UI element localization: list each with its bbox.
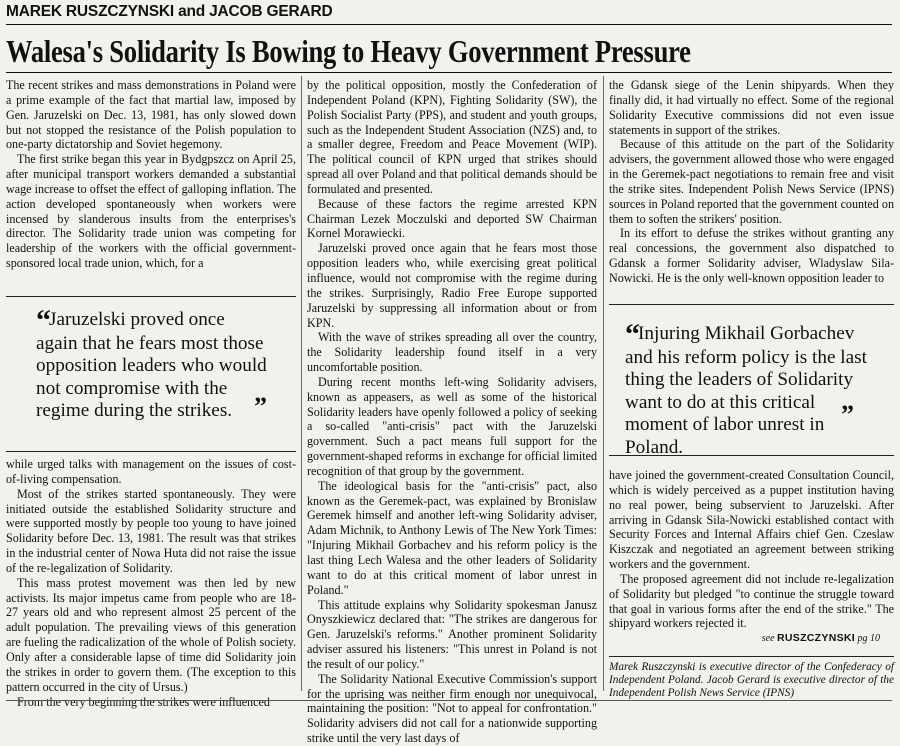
author-bio: Marek Ruszczynski is executive director of the Confederacy of Independent Poland. Jacob Gerard is executive director of the Independent Polish News Service (IPNS) — [609, 656, 894, 700]
paragraph: by the political opposition, mostly the Confederation of Independent Poland (KPN), Fighting Solidarity (SW), the Polish Socialist Party (PPS), and student and youth groups, such as the Independent Student Association (NZS) and, to a smaller degree, Freedom and Peace Movement (WIP). The political council of KPN urged that strikes should spread all over Poland and that political demands should be formulated and presented. — [307, 78, 597, 196]
top-rule — [6, 24, 892, 25]
paragraph: This mass protest movement was then led by new activists. Its major impetus came from people who are 18-27 years old and who represent almost 25 percent of the adult population. The prevailing views of this generation are fueling the radicalization of the whole of Polish society. Only after a considerable lapse of time did Solidarity join the strikes in order to govern them. (The exception to this pattern occurred in the city of Ursus.) — [6, 575, 296, 694]
paragraph: The proposed agreement did not include re-legalization of Solidarity but pledged "to continue the struggle toward that goal in various forms after the end of the strike." The shipyard workers rejected it. — [609, 571, 894, 631]
continued-see: see — [761, 633, 775, 644]
headline: Walesa's Solidarity Is Bowing to Heavy Government Pressure — [6, 33, 691, 69]
paragraph: The recent strikes and mass demonstrations in Poland were a prime example of the fact that martial law, imposed by Gen. Jaruzelski on Dec. 13, 1981, has only slowed down but not stopped the resistance of the Polish population to one-party dictatorship and Soviet hegemony. — [6, 78, 296, 152]
column-divider — [301, 76, 302, 691]
paragraph: The ideological basis for the "anti-crisis" pact, also known as the Geremek-pact, was explained by Bronislaw Geremek himself and another left-wing Solidarity adviser, Adam Michnik, to Anthony Lewis of The New York Times: "Injuring Mikhail Gorbachev and his reform policy is the last thing Lech Walesa and the other leaders of Solidarity want to do at this critical moment of labor unrest in Poland." — [307, 478, 597, 597]
paragraph: During recent months left-wing Solidarity advisers, known as appeasers, as well as some of the historical Solidarity leaders have openly followed a policy of seeking a so-called "anti-crisis" pact with the Jaruzelski government. Such a pact means full support for the government-shaped reforms in exchange for official limited recognition of that group by the government. — [307, 374, 597, 478]
paragraph: Because of these factors the regime arrested KPN Chairman Lezek Moczulski and deported SW Chairman Kornel Morawiecki. — [307, 196, 597, 241]
byline: MAREK RUSZCZYNSKI and JACOB GERARD — [6, 3, 333, 20]
paragraph: From the very beginning the strikes were influenced — [17, 694, 270, 709]
column-1-top — [6, 78, 296, 300]
pull-quote-text: Injuring Mikhail Gorbachev and his reform policy is the last thing the leaders of Solidarity want to do at this critical moment of labor unrest in Poland. — [625, 323, 867, 458]
pull-quote — [609, 304, 894, 456]
open-quote-mark: “ — [625, 318, 638, 351]
pull-quote-rule — [6, 451, 296, 452]
paragraph: the Gdansk siege of the Lenin shipyards. When they finally did, it had virtually no effect. Some of the regional Solidarity Executive commissions did not even issue statements in support of the strikes. — [609, 78, 894, 137]
column-2 — [307, 78, 597, 746]
paragraph: while urged talks with management on the issues of cost-of-living compensation. — [6, 457, 296, 486]
continued-page: pg 10 — [857, 633, 880, 644]
paragraph: Because of this attitude on the part of the Solidarity advisers, the government allowed those who were engaged in the Geremek-pact negotiations to remain free and visit the strike sites. Independent Polish News Service (IPNS) sources in Poland reported that the government counted on them to soften the strikers' position. — [609, 137, 894, 226]
close-quote-mark: ” — [254, 392, 267, 421]
pull-quote-text: Jaruzelski proved once again that he fears most those opposition leaders who would not compromise with the regime during the strikes. — [36, 309, 267, 421]
pull-quote-body — [6, 297, 296, 423]
column-3-bottom — [609, 468, 894, 631]
pull-quote-rule — [609, 455, 894, 456]
column-divider — [603, 76, 604, 691]
paragraph: This attitude explains why Solidarity spokesman Janusz Onyszkiewicz declared that: "The strikes are dangerous for Gen. Jaruzelski's reforms." Another prominent Solidarity adviser assured his listeners: "This unrest in Poland is not the result of our policy." — [307, 597, 597, 671]
headline-rule — [6, 72, 892, 73]
pull-quote-body — [609, 305, 894, 459]
column-3-top — [609, 78, 894, 300]
bottom-rule — [6, 700, 892, 701]
paragraph: Jaruzelski proved once again that he fears most those opposition leaders who, while exercising great political influence, would not compromise with the regime during the strikes. Surprisingly, Radio Free Europe supported Jaruzelski by suppressing all information about or from KPN. — [307, 241, 597, 330]
paragraph: Most of the strikes started spontaneously. They were initiated outside the established Solidarity structure and were supported mostly by people too young to have joined Solidarity before Dec. 13, 1981. The result was that strikes in the industrial center of Nowa Huta did not raise the issue of the re-legalization of Solidarity. — [6, 486, 296, 575]
column-1-bottom — [6, 457, 296, 709]
close-quote-mark: ” — [841, 400, 854, 429]
pull-quote — [6, 296, 296, 452]
paragraph: The first strike began this year in Bydgpszcz on April 25, after municipal transport workers demanded a substantial wage increase to offset the effect of galloping inflation. The action developed spontaneously when workers were incensed by slanderous insults from the enterprises's director. The Solidarity trade union was competing for leadership of the workers with the official government-sponsored local trade union, which, for a — [6, 152, 296, 271]
continued-reference — [762, 632, 880, 644]
paragraph: have joined the government-created Consultation Council, which is widely perceived as a puppet institution having no real power, being subservient to Jaruzelski. After arriving in Gdansk Sila-Nowicki established contact with Security Forces and Internal Affairs chief Gen. Czeslaw Kiszczak and negotiated an agreement between striking workers and the government. — [609, 468, 894, 572]
continued-name: RUSZCZYNSKI — [777, 632, 855, 644]
paragraph: With the wave of strikes spreading all over the country, the Solidarity leadership found itself in a very uncomfortable position. — [307, 330, 597, 375]
open-quote-mark: “ — [36, 304, 49, 337]
paragraph: The Solidarity National Executive Commission's support for the uprising was neither firm enough nor unequivocal, maintaining the position: "Not to appeal for confrontation." Solidarity advisers did not call for a nationwide supporting strike until the very last days of — [307, 671, 597, 746]
paragraph: In its effort to defuse the strikes without granting any real concessions, the government also dispatched to Gdansk a former Solidarity adviser, Wladyslaw Sila-Nowicki. He is the only well-known opposition leader to — [609, 226, 894, 285]
